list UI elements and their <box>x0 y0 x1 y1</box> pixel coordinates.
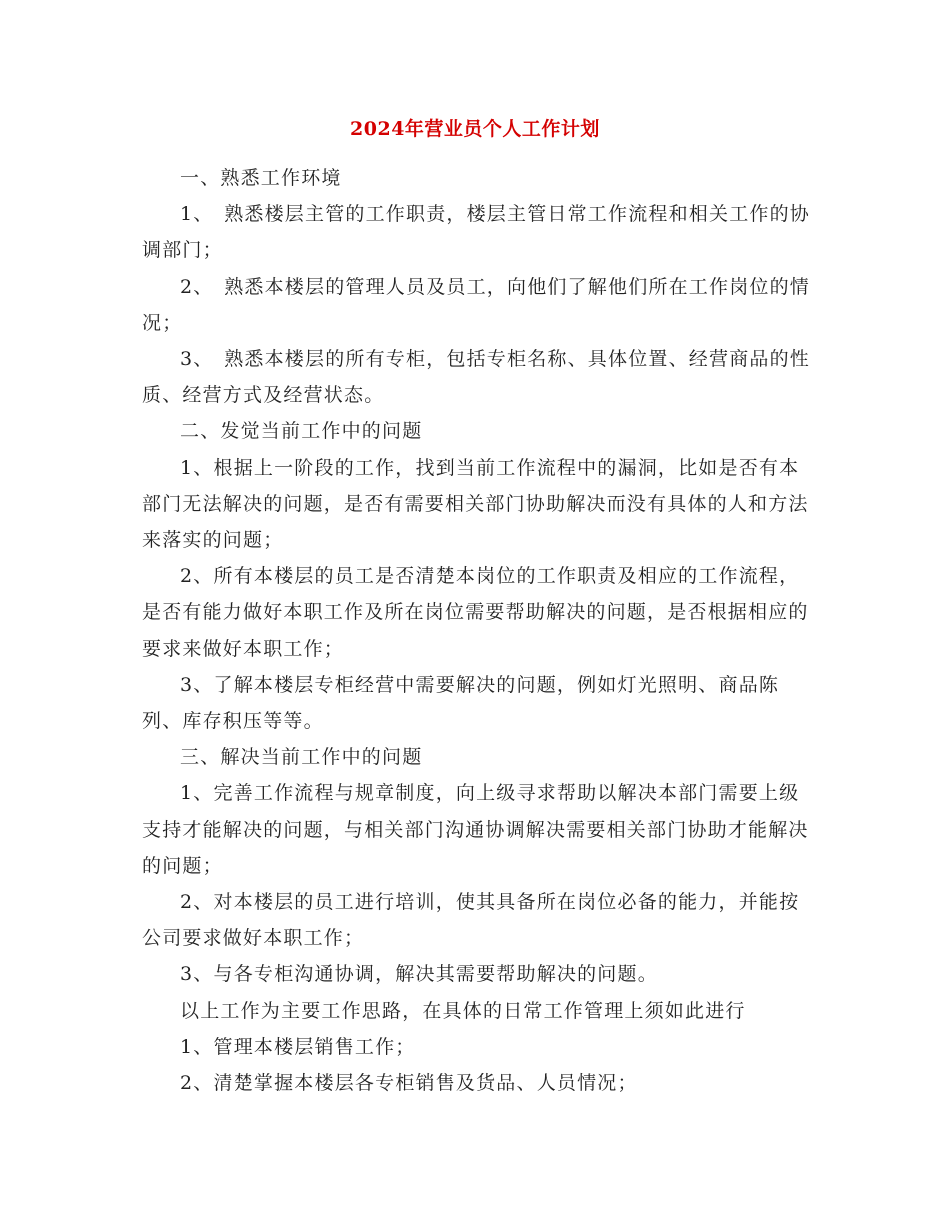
paragraph: 1、管理本楼层销售工作； <box>180 1035 416 1058</box>
paragraph: 2、所有本楼层的员工是否清楚本岗位的工作职责及相应的工作流程，是否有能力做好本职工作及所在岗位需要帮助解决的问题，是否根据相应的要求来做好本职工作； <box>142 565 809 660</box>
paragraph: 3、 熟悉本楼层的所有专柜，包括专柜名称、具体位置、经营商品的性质、经营方式及经营状态。 <box>142 348 810 407</box>
paragraph: 1、 熟悉楼层主管的工作职责，楼层主管日常工作流程和相关工作的协调部门； <box>142 203 810 262</box>
paragraph: 2、对本楼层的员工进行培训，使其具备所在岗位必备的能力，并能按公司要求做好本职工作； <box>142 891 800 950</box>
paragraph: 2、 熟悉本楼层的管理人员及员工，向他们了解他们所在工作岗位的情况； <box>142 275 810 334</box>
paragraph: 2、清楚掌握本楼层各专柜销售及货品、人员情况； <box>180 1072 638 1095</box>
paragraph: 以上工作为主要工作思路，在具体的日常工作管理上须如此进行 <box>180 999 746 1022</box>
paragraph: 1、根据上一阶段的工作，找到当前工作流程中的漏洞，比如是否有本部门无法解决的问题，是否有需要相关部门协助解决而没有具体的人和方法来落实的问题； <box>142 456 809 552</box>
section-heading-3: 三、解决当前工作中的问题 <box>180 746 423 769</box>
paragraph: 3、与各专柜沟通协调，解决其需要帮助解决的问题。 <box>180 963 658 986</box>
paragraph: 1、完善工作流程与规章制度，向上级寻求帮助以解决本部门需要上级支持才能解决的问题，与相关部门沟通协调解决需要相关部门协助才能解决的问题； <box>142 782 809 877</box>
section-heading-1: 一、熟悉工作环境 <box>180 167 342 189</box>
document-title: 2024年营业员个人工作计划 <box>350 118 600 140</box>
section-heading-2: 二、发觉当前工作中的问题 <box>180 420 423 443</box>
document-body <box>142 160 810 1101</box>
paragraph: 3、了解本楼层专柜经营中需要解决的问题，例如灯光照明、商品陈列、库存积压等等。 <box>142 673 780 733</box>
